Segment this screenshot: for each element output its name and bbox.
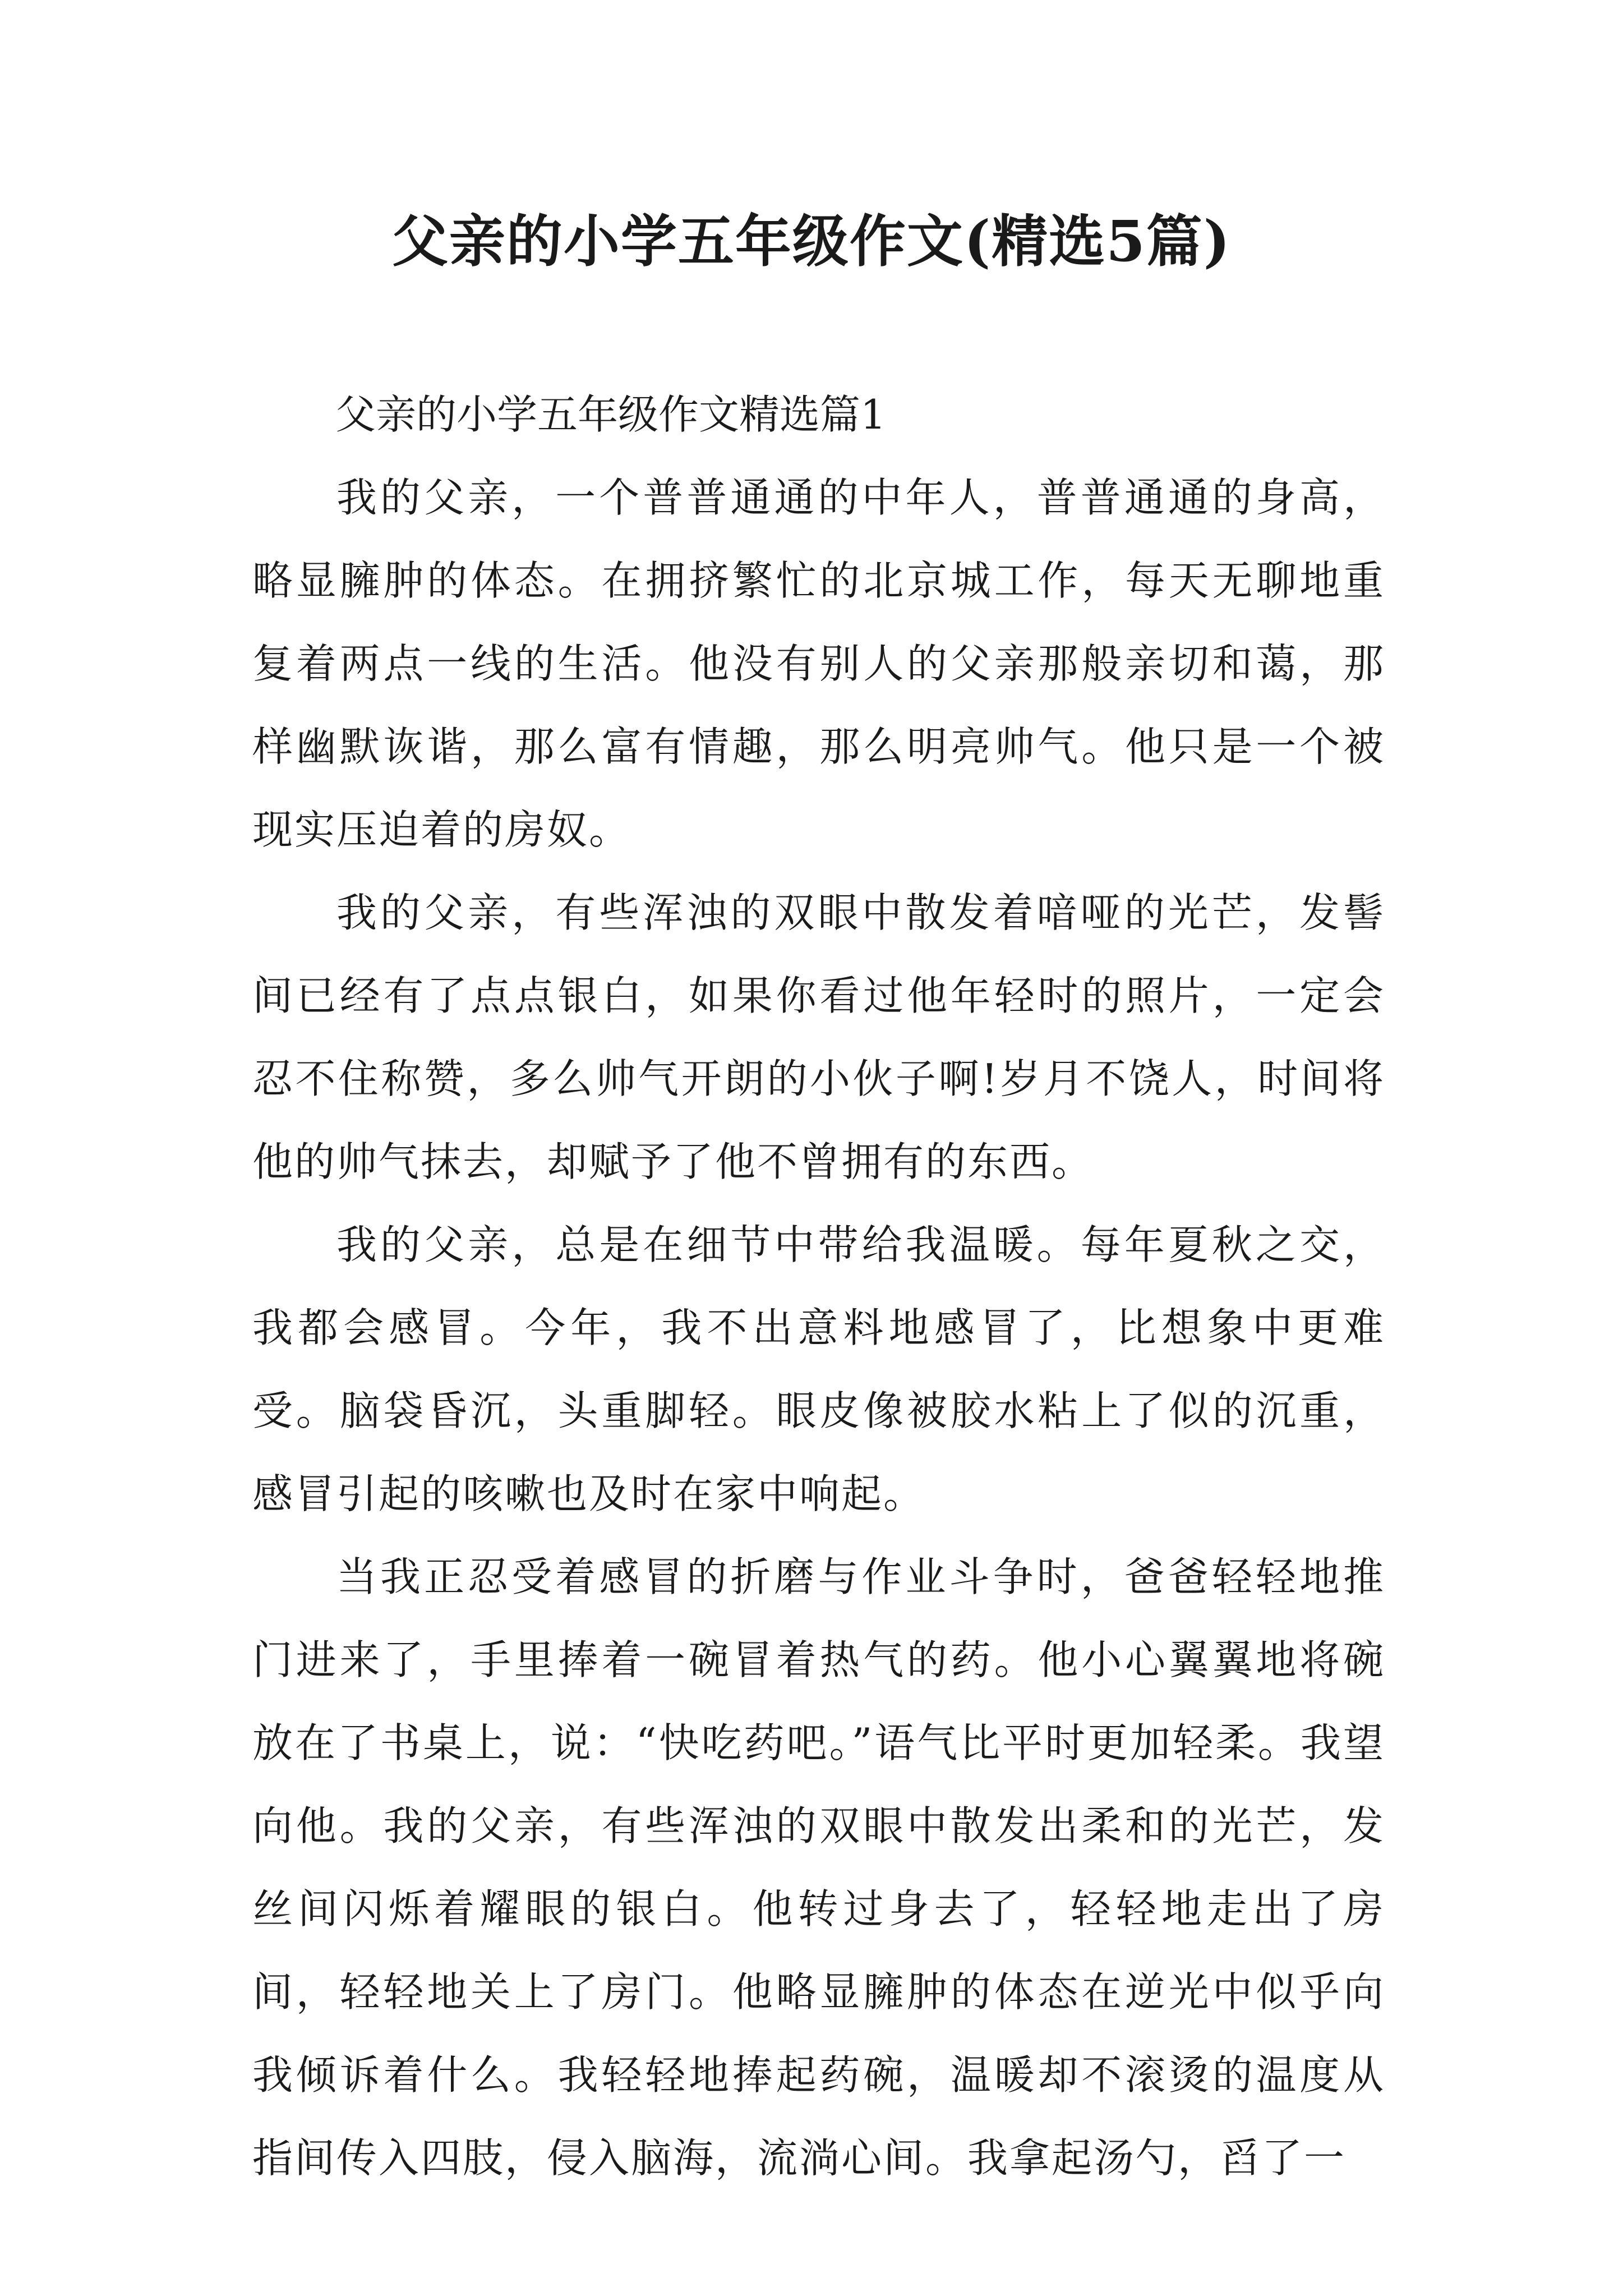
document-body — [252, 373, 1385, 2200]
paragraph-1: 我的父亲，一个普普通通的中年人，普普通通的身高，略显臃肿的体态。在拥挤繁忙的北京城工作，每天无聊地重复着两点一线的生活。他没有别人的父亲那般亲切和蔼，那样幽默诙谐，那么富有情趣，那么明亮帅气。他只是一个被现实压迫着的房奴。 — [252, 474, 1385, 853]
document-title: 父亲的小学五年级作文(精选5篇) — [391, 208, 1232, 274]
section-heading: 父亲的小学五年级作文精选篇1 — [335, 391, 886, 438]
paragraph-4: 当我正忍受着感冒的折磨与作业斗争时，爸爸轻轻地推门进来了，手里捧着一碗冒着热气的药。他小心翼翼地将碗放在了书桌上，说：“快吃药吧。”语气比平时更加轻柔。我望向他。我的父亲，有些浑浊的双眼中散发出柔和的光芒，发丝间闪烁着耀眼的银白。他转过身去了，轻轻地走出了房间，轻轻地关上了房门。他略显臃肿的体态在逆光中似乎向我倾诉着什么。我轻轻地捧起药碗，温暖却不滚烫的温度从指间传入四肢，侵入脑海，流淌心间。我拿起汤勺，舀了一 — [252, 1553, 1385, 2182]
paragraph-2: 我的父亲，有些浑浊的双眼中散发着喑哑的光芒，发髻间已经有了点点银白，如果你看过他年轻时的照片，一定会忍不住称赞，多么帅气开朗的小伙子啊!岁月不饶人，时间将他的帅气抹去，却赋予了他不曾拥有的东西。 — [252, 889, 1385, 1185]
paragraph-3: 我的父亲，总是在细节中带给我温暖。每年夏秋之交，我都会感冒。今年，我不出意料地感冒了，比想象中更难受。脑袋昏沉，头重脚轻。眼皮像被胶水粘上了似的沉重，感冒引起的咳嗽也及时在家中响起。 — [252, 1221, 1385, 1517]
